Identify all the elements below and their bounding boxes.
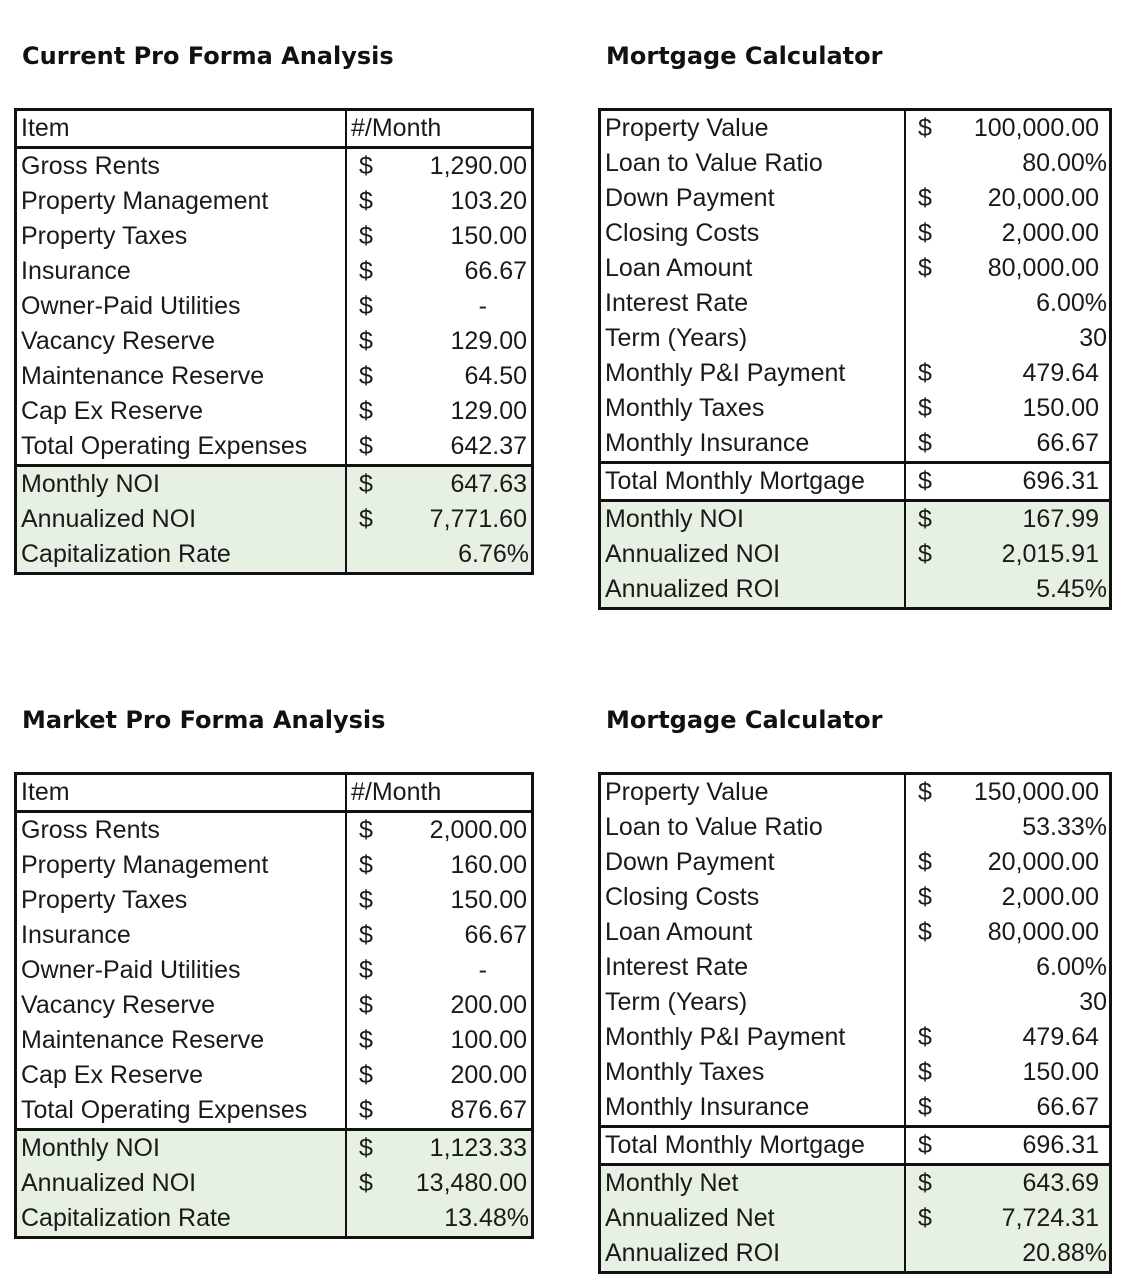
row-value: 129.00 [450, 327, 527, 355]
row-value: 103.20 [450, 187, 527, 215]
row-value: - [478, 292, 487, 320]
row-value: 2,000.00 [1001, 883, 1099, 911]
table-row [601, 461, 1109, 499]
table-row [17, 813, 531, 848]
row-label: Maintenance Reserve [17, 359, 347, 394]
row-value: 200.00 [450, 991, 527, 1019]
row-currency: $ [918, 883, 932, 911]
row-label: Gross Rents [17, 813, 347, 848]
row-label: Property Value [601, 775, 906, 810]
market-mortgage-table [598, 772, 1112, 1274]
row-currency: $ [918, 1131, 932, 1159]
table-row [601, 1236, 1109, 1271]
row-value: 66.67 [464, 257, 527, 285]
table-row [601, 391, 1109, 426]
table-row [601, 810, 1109, 845]
row-value: 80,000.00 [987, 918, 1099, 946]
row-label: Monthly NOI [17, 467, 347, 502]
row-label: Cap Ex Reserve [17, 394, 347, 429]
row-value: 13,480.00 [415, 1169, 527, 1197]
table-row [17, 1023, 531, 1058]
table-row [601, 286, 1109, 321]
row-value: 129.00 [450, 397, 527, 425]
row-currency: $ [359, 991, 373, 1019]
header-month: #/Month [351, 114, 442, 142]
row-label: Monthly NOI [601, 502, 906, 537]
table-row [601, 1090, 1109, 1125]
market-mortgage-title: Mortgage Calculator [606, 706, 883, 734]
table-row [601, 1201, 1109, 1236]
row-currency: $ [359, 956, 373, 984]
row-label: Total Monthly Mortgage [601, 464, 906, 499]
table-row [17, 324, 531, 359]
table-row [17, 537, 531, 572]
row-label: Loan to Value Ratio [601, 810, 906, 845]
row-value: 1,123.33 [429, 1134, 527, 1162]
market-pro-forma-title: Market Pro Forma Analysis [22, 706, 386, 734]
row-label: Annualized NOI [17, 502, 347, 537]
row-label: Property Taxes [17, 219, 347, 254]
row-value: 1,290.00 [429, 152, 527, 180]
row-label: Owner-Paid Utilities [17, 953, 347, 988]
row-value: 20.88% [1022, 1239, 1107, 1267]
row-currency [906, 572, 961, 607]
row-label: Loan Amount [601, 915, 906, 950]
table-row [17, 502, 531, 537]
row-label: Down Payment [601, 845, 906, 880]
row-label: Property Value [601, 111, 906, 146]
row-currency [906, 321, 961, 356]
header-month: #/Month [351, 778, 442, 806]
row-label: Interest Rate [601, 286, 906, 321]
table-row [601, 321, 1109, 356]
row-label: Property Management [17, 184, 347, 219]
table-row [17, 953, 531, 988]
table-row [601, 985, 1109, 1020]
row-currency: $ [359, 1026, 373, 1054]
row-label: Closing Costs [601, 216, 906, 251]
row-currency: $ [918, 1204, 932, 1232]
row-value: 150,000.00 [973, 778, 1099, 806]
row-currency: $ [918, 1169, 932, 1197]
row-currency: $ [359, 432, 373, 460]
table-row [17, 1201, 531, 1236]
row-label: Monthly P&I Payment [601, 356, 906, 391]
row-value: 150.00 [1022, 394, 1099, 422]
row-currency: $ [918, 254, 932, 282]
row-value: 20,000.00 [987, 184, 1099, 212]
row-currency [906, 1236, 961, 1271]
row-currency: $ [918, 1023, 932, 1051]
row-label: Monthly Insurance [601, 1090, 906, 1125]
row-label: Capitalization Rate [17, 1201, 347, 1236]
row-value: 6.00% [1036, 289, 1107, 317]
row-value: 100,000.00 [973, 114, 1099, 142]
row-value: 696.31 [1022, 1131, 1099, 1159]
row-value: 6.00% [1036, 953, 1107, 981]
table-row [17, 289, 531, 324]
row-value: 876.67 [450, 1096, 527, 1124]
row-label: Vacancy Reserve [17, 324, 347, 359]
table-row [601, 845, 1109, 880]
row-currency: $ [359, 1096, 373, 1124]
row-label: Property Management [17, 848, 347, 883]
table-header-row [17, 111, 531, 149]
row-value: 30 [1079, 324, 1107, 352]
row-value: 5.45% [1036, 575, 1107, 603]
table-row [601, 880, 1109, 915]
row-value: 30 [1079, 988, 1107, 1016]
row-label: Term (Years) [601, 985, 906, 1020]
row-currency: $ [918, 467, 932, 495]
row-label: Monthly Insurance [601, 426, 906, 461]
row-label: Property Taxes [17, 883, 347, 918]
row-currency: $ [359, 851, 373, 879]
row-label: Term (Years) [601, 321, 906, 356]
table-row [17, 1093, 531, 1128]
row-value: 642.37 [450, 432, 527, 460]
table-row [17, 918, 531, 953]
row-currency: $ [359, 1061, 373, 1089]
row-label: Closing Costs [601, 880, 906, 915]
row-value: 20,000.00 [987, 848, 1099, 876]
row-label: Vacancy Reserve [17, 988, 347, 1023]
row-label: Down Payment [601, 181, 906, 216]
row-currency [906, 985, 961, 1020]
table-row [601, 1055, 1109, 1090]
row-value: 647.63 [450, 470, 527, 498]
table-row [601, 572, 1109, 607]
row-value: 160.00 [450, 851, 527, 879]
row-label: Loan Amount [601, 251, 906, 286]
table-row [17, 848, 531, 883]
row-value: 479.64 [1022, 1023, 1099, 1051]
row-label: Gross Rents [17, 149, 347, 184]
row-label: Capitalization Rate [17, 537, 347, 572]
header-item: Item [17, 775, 347, 810]
row-label: Insurance [17, 254, 347, 289]
row-value: 167.99 [1022, 505, 1099, 533]
row-value: 150.00 [450, 222, 527, 250]
current-mortgage-table [598, 108, 1112, 610]
table-row [17, 219, 531, 254]
row-currency: $ [918, 778, 932, 806]
table-row [601, 950, 1109, 985]
row-currency: $ [918, 918, 932, 946]
row-currency: $ [918, 359, 932, 387]
table-row [17, 149, 531, 184]
current-pro-forma-title: Current Pro Forma Analysis [22, 42, 394, 70]
row-label: Cap Ex Reserve [17, 1058, 347, 1093]
table-row [601, 426, 1109, 461]
header-item: Item [17, 111, 347, 146]
table-row [601, 251, 1109, 286]
table-row [601, 146, 1109, 181]
row-currency: $ [918, 848, 932, 876]
row-currency [906, 810, 961, 845]
row-currency: $ [918, 219, 932, 247]
table-row [17, 429, 531, 464]
row-currency: $ [359, 1134, 373, 1162]
row-value: 66.67 [1036, 429, 1099, 457]
table-row [17, 1166, 531, 1201]
row-label: Monthly P&I Payment [601, 1020, 906, 1055]
row-currency: $ [359, 362, 373, 390]
table-row [601, 1163, 1109, 1201]
table-row [601, 537, 1109, 572]
table-row [601, 111, 1109, 146]
row-currency: $ [359, 886, 373, 914]
row-value: 200.00 [450, 1061, 527, 1089]
row-currency: $ [918, 1093, 932, 1121]
row-value: 150.00 [450, 886, 527, 914]
row-currency [906, 146, 961, 181]
row-currency: $ [918, 1058, 932, 1086]
row-currency: $ [918, 394, 932, 422]
table-row [17, 254, 531, 289]
row-value: 6.76% [458, 540, 529, 568]
row-currency: $ [918, 114, 932, 142]
row-currency [906, 286, 961, 321]
row-value: - [478, 956, 487, 984]
row-label: Monthly Taxes [601, 391, 906, 426]
row-currency [906, 950, 961, 985]
table-row [601, 775, 1109, 810]
table-row [17, 883, 531, 918]
row-currency [347, 1201, 407, 1236]
row-value: 2,000.00 [1001, 219, 1099, 247]
market-pro-forma-table [14, 772, 534, 1239]
row-value: 643.69 [1022, 1169, 1099, 1197]
row-label: Interest Rate [601, 950, 906, 985]
row-currency: $ [918, 540, 932, 568]
row-label: Total Operating Expenses [17, 1093, 347, 1128]
current-mortgage-title: Mortgage Calculator [606, 42, 883, 70]
current-pro-forma-table [14, 108, 534, 575]
table-row [17, 464, 531, 502]
table-row [601, 181, 1109, 216]
table-row [601, 499, 1109, 537]
row-currency: $ [359, 222, 373, 250]
table-row [601, 216, 1109, 251]
table-row [17, 1128, 531, 1166]
row-currency: $ [359, 187, 373, 215]
row-value: 13.48% [444, 1204, 529, 1232]
row-currency: $ [918, 505, 932, 533]
row-value: 150.00 [1022, 1058, 1099, 1086]
row-value: 100.00 [450, 1026, 527, 1054]
row-value: 696.31 [1022, 467, 1099, 495]
table-row [601, 1125, 1109, 1163]
row-label: Annualized NOI [601, 537, 906, 572]
row-value: 66.67 [464, 921, 527, 949]
row-value: 80,000.00 [987, 254, 1099, 282]
table-row [601, 915, 1109, 950]
row-currency: $ [359, 470, 373, 498]
row-label: Monthly Taxes [601, 1055, 906, 1090]
table-row [601, 1020, 1109, 1055]
row-currency: $ [359, 257, 373, 285]
row-value: 80.00% [1022, 149, 1107, 177]
row-label: Monthly Net [601, 1166, 906, 1201]
row-label: Maintenance Reserve [17, 1023, 347, 1058]
row-label: Annualized ROI [601, 572, 906, 607]
row-label: Total Operating Expenses [17, 429, 347, 464]
table-row [17, 359, 531, 394]
table-row [17, 184, 531, 219]
row-currency: $ [359, 816, 373, 844]
row-currency: $ [359, 505, 373, 533]
table-row [17, 1058, 531, 1093]
table-header-row [17, 775, 531, 813]
row-value: 66.67 [1036, 1093, 1099, 1121]
row-currency: $ [359, 292, 373, 320]
row-currency: $ [359, 1169, 373, 1197]
row-value: 53.33% [1022, 813, 1107, 841]
row-currency: $ [918, 184, 932, 212]
row-value: 7,724.31 [1001, 1204, 1099, 1232]
table-row [17, 394, 531, 429]
row-label: Loan to Value Ratio [601, 146, 906, 181]
row-currency: $ [359, 327, 373, 355]
row-currency: $ [918, 429, 932, 457]
row-value: 2,000.00 [429, 816, 527, 844]
row-currency: $ [359, 397, 373, 425]
row-label: Monthly NOI [17, 1131, 347, 1166]
row-currency: $ [359, 152, 373, 180]
row-currency: $ [359, 921, 373, 949]
row-value: 64.50 [464, 362, 527, 390]
table-row [17, 988, 531, 1023]
row-currency [347, 537, 407, 572]
row-label: Annualized ROI [601, 1236, 906, 1271]
row-value: 2,015.91 [1001, 540, 1099, 568]
row-value: 479.64 [1022, 359, 1099, 387]
table-row [601, 356, 1109, 391]
row-label: Total Monthly Mortgage [601, 1128, 906, 1163]
row-label: Owner-Paid Utilities [17, 289, 347, 324]
row-label: Annualized Net [601, 1201, 906, 1236]
row-label: Insurance [17, 918, 347, 953]
row-label: Annualized NOI [17, 1166, 347, 1201]
row-value: 7,771.60 [429, 505, 527, 533]
